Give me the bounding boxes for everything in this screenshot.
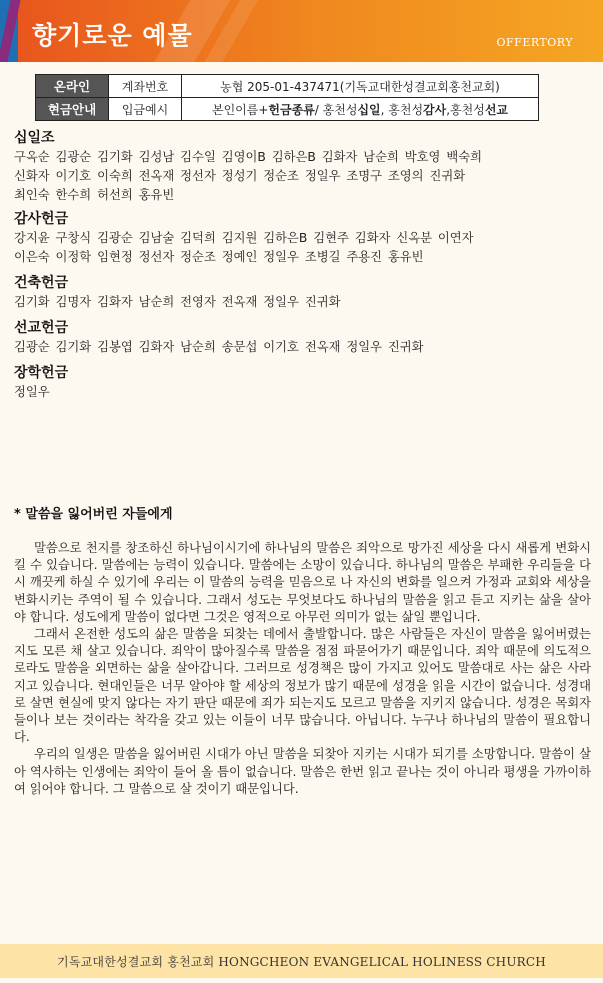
table-row [36,75,539,98]
header-banner [0,0,603,62]
section-thanksgiving [14,209,594,267]
page-title: 향기로운 예물 [32,21,193,50]
name-list-line: 신화자 이기호 이숙희 전옥재 정선자 정성기 정순조 정일우 조명구 조영의 진귀화 [14,169,466,183]
section-title: 십일조 [14,130,55,146]
section-title: 감사헌금 [14,211,69,227]
online-offering-table [35,74,539,121]
page-subtitle: OFFERTORY [496,36,573,49]
church-name: 기독교대한성결교회 홍천교회 HONGCHEON EVANGELICAL HOLINESS CHURCH [57,955,546,969]
account-label: 계좌번호 [109,75,182,98]
deposit-example-value: 본인이름+헌금종류/ 홍천성십일, 홍천성감사,홍천성선교 [182,98,539,121]
section-scholarship [14,363,594,402]
name-list-line: 이은숙 이정학 임현정 정선자 정순조 정예인 정일우 조병길 주용진 홍유빈 [14,250,424,264]
account-number: 농협 205-01-437471(기독교대한성결교회홍천교회) [182,75,539,98]
footer-bar [0,944,603,978]
name-list-line: 최인숙 한수희 허선희 홍유빈 [14,188,175,202]
essay-title: * 말씀을 잃어버린 자들에게 [14,507,173,522]
essay-body [14,540,591,798]
section-mission [14,318,594,357]
offering-guide-label: 현금안내 [36,98,109,121]
section-title: 선교헌금 [14,320,69,336]
essay-paragraph: 그래서 온전한 성도의 삶은 말씀을 되찾는 데에서 출발합니다. 많은 사람들은 자신이 말씀을 잃어버렸는지도 모른 채 살고 있습니다. 죄악이 많아질수록 말씀을 점점 파묻어가기 때문입니다. 죄악 때문에 의도적으로라도 말씀을 외면하는 삶을 살아갑니다. 그러므로 성경책은 많이 가지고 있어도 말씀대로 사는 삶은 사라지고 있습니다. 현대인들은 너무 알아야 할 세상의 정보가 많기 때문에 성경을 읽을 시간이 없습니다. 성경대로 살면 현실에 맞지 않다는 자기 판단 때문에 죄가 되는지도 모르고 말씀을 지키지 않습니다. 성경은 목회자들이나 보는 것이라는 착각을 갖고 있는 이들이 너무 많습니다. 아닙니다. 누구나 하나님의 말씀이 필요합니다. [14,627,591,745]
section-title: 건축헌금 [14,275,69,291]
essay-paragraph: 말씀으로 천지를 창조하신 하나님이시기에 하나님의 말씀은 죄악으로 망가진 세상을 다시 새롭게 변화시킬 수 있습니다. 말씀에는 능력이 있습니다. 말씀에는 소망이 있습니다. 하나님의 말씀은 부패한 우리들을 다시 깨끗케 하실 수 있기에 우리는 이 말씀의 능력을 믿음으로 나 자신의 변화를 일으켜 가정과 교회와 세상을 변화시키는 주역이 될 수 있습니다. 그래서 성도는 무엇보다도 하나님의 말씀을 읽고 듣고 지키는 삶을 살아야 합니다. 성도에게 말씀이 없다면 그것은 영적으로 아무런 의미가 없는 삶일 뿐입니다. [14,541,591,624]
deposit-example-label: 입금예시 [109,98,182,121]
section-building [14,273,594,312]
name-list-line: 강지윤 구창식 김광순 김남술 김덕희 김지원 김하은B 김현주 김화자 신옥분 이연자 [14,231,474,245]
essay-paragraph: 우리의 일생은 말씀을 잃어버린 시대가 아닌 말씀을 되찾아 지키는 시대가 되기를 소망합니다. 말씀이 살아 역사하는 인생에는 죄악이 들어 올 틈이 없습니다. 말씀은 한번 읽고 끝나는 것이 아니라 평생을 가까이하여 읽어야 합니다. 그 말씀으로 살 것이기 때문입니다. [14,747,591,796]
name-list-line: 정일우 [14,385,50,399]
online-label: 온라인 [36,75,109,98]
name-list-line: 김기화 김명자 김화자 남순희 전영자 전옥재 정일우 진귀화 [14,295,341,309]
section-tithe [14,128,594,205]
section-title: 장학헌금 [14,365,69,381]
name-list-line: 김광순 김기화 김봉엽 김화자 남순희 송문섭 이기호 전옥재 정일우 진귀화 [14,340,424,354]
name-list-line: 구옥순 김광순 김기화 김성남 김수일 김영이B 김하은B 김화자 남순희 박호영 백숙희 [14,150,482,164]
table-row [36,98,539,121]
